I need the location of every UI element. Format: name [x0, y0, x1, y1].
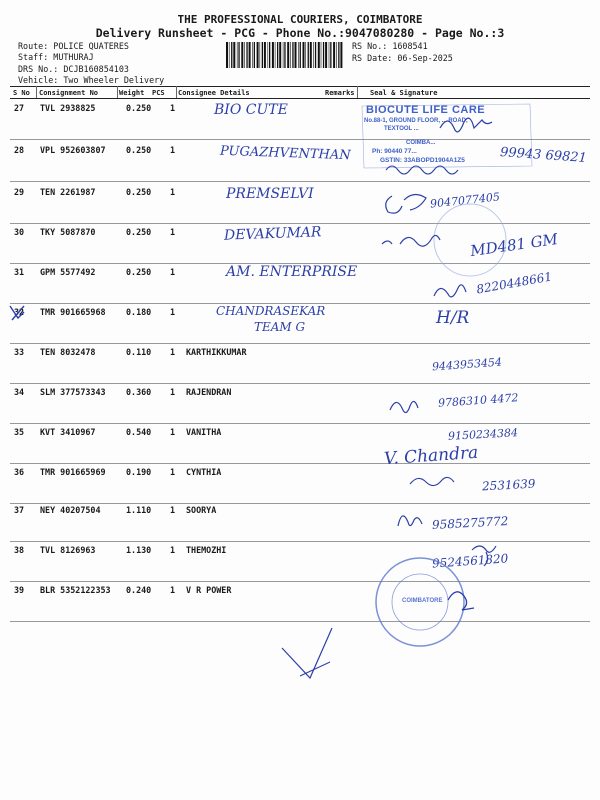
handwritten-phone: 9786310 4472: [437, 391, 519, 410]
header-divider: [176, 86, 177, 98]
barcode-bar: [336, 42, 337, 68]
barcode-bar: [244, 42, 245, 68]
handwritten-phone: 9585275772: [431, 514, 509, 532]
barcode-bar: [338, 42, 339, 68]
barcode-bar: [233, 42, 235, 68]
barcode-bar: [241, 42, 243, 68]
table-header-top-rule: [10, 86, 590, 87]
barcode-bar: [269, 42, 270, 68]
row-sno: 29: [14, 187, 25, 197]
row-sno: 34: [14, 387, 25, 397]
barcode-bar: [315, 42, 316, 68]
row-weight: 0.190: [126, 467, 152, 477]
row-weight: 0.360: [126, 387, 152, 397]
barcode-bar: [298, 42, 299, 68]
barcode-bar: [246, 42, 247, 68]
barcode-bar: [330, 42, 331, 68]
row-weight: 1.130: [126, 545, 152, 555]
barcode-bar: [300, 42, 301, 68]
rs-number: RS No.: 1608541: [352, 41, 428, 51]
row-sno: 39: [14, 585, 25, 595]
barcode-bar: [321, 42, 322, 68]
check-mark: [282, 628, 332, 678]
barcode-bar: [268, 42, 269, 68]
row-weight: 0.250: [126, 187, 152, 197]
row-sno: 38: [14, 545, 25, 555]
barcode-bar: [333, 42, 335, 68]
row-pcs: 1: [170, 227, 176, 237]
handwritten-consignee: PUGAZHVENTHAN: [219, 143, 351, 164]
row-pcs: 1: [170, 307, 176, 317]
handwritten-phone: 9047077405: [429, 190, 501, 211]
stamp-company: BIOCUTE LIFE CARE: [366, 104, 486, 116]
barcode-bar: [292, 42, 293, 68]
header-divider: [117, 86, 118, 98]
row-pcs: 1: [170, 347, 176, 357]
row-pcs: 1: [170, 505, 176, 515]
company-title: THE PROFESSIONAL COURIERS, COIMBATORE: [177, 13, 423, 26]
barcode-bar: [323, 42, 324, 68]
barcode-bar: [287, 42, 289, 68]
row-weight: 0.180: [126, 307, 152, 317]
row-consignment-no: TMR 901665968: [40, 307, 106, 317]
row-consignment-no: TEN 8032478: [40, 347, 96, 357]
row-sno: 31: [14, 267, 25, 277]
row-consignment-no: SLM 377573343: [40, 387, 106, 397]
stamp-gstin: GSTIN: 33ABOPD1904A1Z5: [380, 157, 465, 164]
handwritten-phone: 9524561820: [431, 551, 509, 571]
barcode-bar: [257, 42, 259, 68]
row-weight: 0.250: [126, 227, 152, 237]
row-consignment-no: BLR 5352122353: [40, 585, 111, 595]
row-consignee: CYNTHIA: [186, 467, 222, 477]
row-consignee: V R POWER: [186, 585, 232, 595]
row-sno: 32: [14, 307, 25, 317]
row-consignment-no: GPM 5577492: [40, 267, 96, 277]
handwritten-consignee: CHANDRASEKAR: [216, 304, 326, 318]
barcode-bar: [313, 42, 314, 68]
row-consignment-no: TMR 901665969: [40, 467, 106, 477]
stamp-address: COIMBA...: [406, 140, 436, 146]
row-pcs: 1: [170, 545, 176, 555]
handwritten-signature: MD481 GM: [469, 229, 559, 261]
row-sno: 33: [14, 347, 25, 357]
col-header-weight: Weight: [119, 89, 145, 97]
row-consignee: KARTHIKKUMAR: [186, 347, 247, 357]
row-consignment-no: NEY 40207504: [40, 505, 101, 515]
row-pcs: 1: [170, 467, 176, 477]
row-consignment-no: VPL 952603807: [40, 145, 106, 155]
barcode-bar: [318, 42, 320, 68]
route-label: Route: POLICE QUATERES: [18, 41, 129, 51]
check-mark: [300, 662, 330, 676]
barcode-bar: [340, 42, 342, 68]
barcode-bar: [275, 42, 276, 68]
barcode-bar: [295, 42, 297, 68]
handwritten-phone: 9443953454: [431, 355, 503, 374]
barcode-bar: [229, 42, 230, 68]
row-weight: 0.240: [126, 585, 152, 595]
row-consignee: RAJENDRAN: [186, 387, 232, 397]
barcode-bar: [283, 42, 284, 68]
barcode-bar: [272, 42, 274, 68]
row-pcs: 1: [170, 145, 176, 155]
barcode-bar: [325, 42, 327, 68]
table-row: [0, 500, 600, 542]
stamp-address: No.88-1, GROUND FLOOR, ... ROAD,: [364, 118, 468, 124]
row-consignee: VANITHA: [186, 427, 222, 437]
table-row: [0, 540, 600, 582]
row-consignee: THEMOZHI: [186, 545, 227, 555]
staff-label: Staff: MUTHURAJ: [18, 52, 94, 62]
row-consignment-no: TKY 5087870: [40, 227, 96, 237]
barcode-bar: [329, 42, 330, 68]
barcode-bar: [308, 42, 309, 68]
barcode-bar: [238, 42, 239, 68]
table-row: [0, 98, 600, 140]
handwritten-phone: 8220448661: [475, 269, 553, 297]
barcode-bar: [284, 42, 285, 68]
col-header-remarks: Remarks: [325, 89, 355, 97]
row-consignment-no: TVL 2938825: [40, 103, 96, 113]
row-pcs: 1: [170, 427, 176, 437]
row-weight: 0.250: [126, 267, 152, 277]
col-header-seal: Seal & Signature: [370, 89, 438, 97]
row-sno: 28: [14, 145, 25, 155]
header-divider: [36, 86, 37, 98]
barcode-bar: [290, 42, 291, 68]
row-weight: 0.540: [126, 427, 152, 437]
row-weight: 0.250: [126, 103, 152, 113]
table-row: [0, 580, 600, 622]
row-sno: 30: [14, 227, 25, 237]
handwritten-consignee: BIO CUTE: [214, 102, 288, 118]
barcode-bar: [279, 42, 281, 68]
col-header-consignee: Consignee Details: [178, 89, 250, 97]
row-consignment-no: TEN 2261987: [40, 187, 96, 197]
header-divider: [357, 86, 358, 98]
row-consignment-no: KVT 3410967: [40, 427, 96, 437]
barcode-bar: [305, 42, 306, 68]
barcode-bar: [262, 42, 263, 68]
row-sno: 36: [14, 467, 25, 477]
barcode-bar: [254, 42, 255, 68]
handwritten-phone: 2531639: [481, 476, 536, 494]
round-stamp-label: COIMBATORE: [402, 598, 443, 604]
handwritten-phone: 9150234384: [447, 426, 519, 443]
barcode-bar: [237, 42, 238, 68]
barcode-bar: [264, 42, 266, 68]
barcode-bar: [249, 42, 251, 68]
barcode-bar: [277, 42, 278, 68]
row-sno: 35: [14, 427, 25, 437]
barcode-bar: [310, 42, 312, 68]
table-row: [0, 342, 600, 384]
col-header-pcs: PCS: [152, 89, 165, 97]
vehicle-label: Vehicle: Two Wheeler Delivery: [18, 75, 165, 85]
handwritten-signature: H/R: [436, 308, 470, 328]
row-pcs: 1: [170, 187, 176, 197]
barcode: [226, 42, 346, 68]
stamp-address: TEXTOOL ...: [384, 126, 419, 132]
row-pcs: 1: [170, 387, 176, 397]
handwritten-signature: V. Chandra: [383, 442, 479, 470]
handwritten-consignee: PREMSELVI: [226, 186, 314, 202]
row-pcs: 1: [170, 585, 176, 595]
row-sno: 27: [14, 103, 25, 113]
col-header-consignment: Consignment No: [39, 89, 99, 97]
barcode-bar: [303, 42, 305, 68]
barcode-bar: [231, 42, 232, 68]
row-consignment-no: TVL 8126963: [40, 545, 96, 555]
row-consignee: SOORYA: [186, 505, 217, 515]
drs-label: DRS No.: DCJB160854103: [18, 64, 129, 74]
barcode-bar: [226, 42, 228, 68]
row-pcs: 1: [170, 267, 176, 277]
runsheet-subtitle: Delivery Runsheet - PCG - Phone No.:9047080280 - Page No.:3: [95, 26, 505, 40]
col-header-sno: S No: [13, 89, 30, 97]
stamp-phone: Ph: 90440 77...: [372, 148, 417, 155]
barcode-bar: [252, 42, 253, 68]
handwritten-phone: 99943 69821: [499, 144, 588, 167]
rs-date: RS Date: 06-Sep-2025: [352, 53, 453, 63]
row-sno: 37: [14, 505, 25, 515]
barcode-bar: [260, 42, 261, 68]
row-weight: 0.110: [126, 347, 152, 357]
handwritten-consignee: DEVAKUMAR: [223, 224, 322, 244]
row-weight: 1.110: [126, 505, 152, 515]
handwritten-consignee: AM. ENTERPRISE: [226, 264, 358, 280]
row-weight: 0.250: [126, 145, 152, 155]
handwritten-consignee: TEAM G: [254, 320, 306, 334]
row-pcs: 1: [170, 103, 176, 113]
